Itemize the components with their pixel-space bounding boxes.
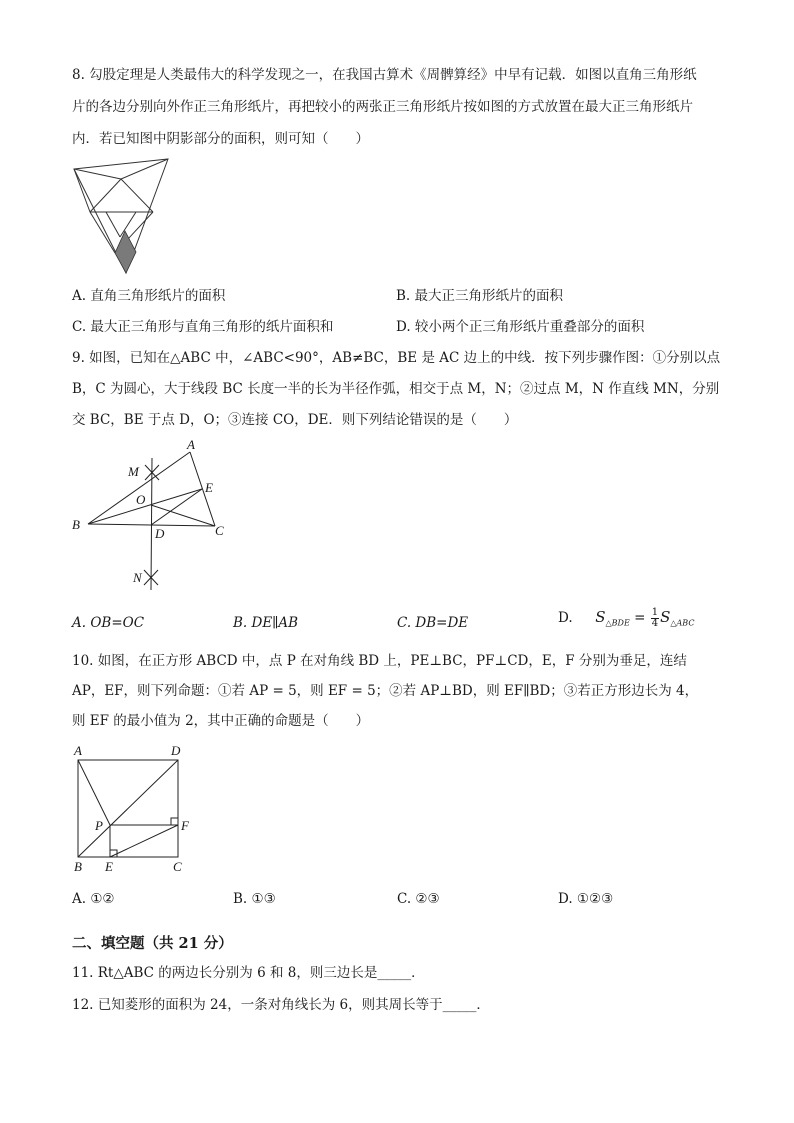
inner-edge [90, 212, 115, 253]
segment-ef [110, 825, 178, 857]
inner-edge [106, 212, 120, 237]
q9-text-line-3: 交 BC，BE 于点 D，O；③连接 CO，DE．则下列结论错误的是（ ） [72, 412, 518, 428]
q9-text-line-1: 9. 如图，已知在△ABC 中，∠ABC<90°，AB≠BC，BE 是 AC 边上的中线．按下列步骤作图：①分别以点 [72, 350, 721, 366]
point-label-p: P [95, 818, 103, 833]
area-subscript: △ABC [670, 618, 695, 628]
q8-option-c[interactable]: C. 最大正三角形与直角三角形的纸片面积和 [72, 319, 334, 335]
q10-text-line-2: AP，EF，则下列命题：①若 AP = 5，则 EF = 5；②若 AP⊥BD，则 EF∥BD；③若正方形边长为 4， [72, 683, 699, 699]
point-label-o: O [136, 492, 146, 507]
q9-option-b[interactable]: B. DE∥AB [233, 615, 299, 631]
point-label-e: E [105, 859, 113, 874]
right-triangle-edge [90, 179, 121, 212]
point-label-d: D [171, 743, 181, 758]
q8-text-line-3: 内．若已知图中阴影部分的面积，则可知（ ） [72, 131, 369, 147]
right-angle-mark-e [110, 850, 117, 857]
q9-figure [70, 437, 235, 590]
point-label-c: C [215, 523, 224, 538]
point-label-m: M [128, 464, 139, 479]
equals-sign: = [634, 610, 646, 626]
point-label-b: B [74, 859, 82, 874]
q9-option-d[interactable] [558, 608, 694, 633]
section-heading: 二、填空题（共 21 分） [72, 935, 233, 952]
q8-text-line-2: 片的各边分别向外作正三角形纸片，再把较小的两张正三角形纸片按如图的方式放置在最大正三角形纸片 [72, 99, 693, 115]
q10-option-c[interactable]: C. ②③ [397, 891, 440, 907]
shaded-region [115, 231, 136, 273]
right-angle-mark-f [171, 818, 178, 825]
q9-option-c[interactable]: C. DB=DE [397, 615, 469, 631]
point-label-a: A [187, 437, 195, 452]
area-symbol: S [595, 608, 606, 626]
diagonal-bd [78, 760, 178, 857]
point-label-b: B [72, 517, 80, 532]
q10-option-a[interactable]: A. ①② [72, 891, 115, 907]
area-symbol: S [660, 608, 671, 626]
q8-option-b[interactable]: B. 最大正三角形纸片的面积 [396, 288, 564, 304]
point-label-f: F [181, 818, 189, 833]
q10-figure [70, 742, 200, 877]
q10-option-d[interactable]: D. ①②③ [558, 891, 614, 907]
fraction-numerator: 1 [651, 607, 659, 618]
q9-option-a[interactable]: A. OB=OC [72, 615, 145, 631]
fraction-one-quarter [651, 608, 659, 629]
q10-text-line-3: 则 EF 的最小值为 2，其中正确的命题是（ ） [72, 713, 370, 729]
q11-text: 11. Rt△ABC 的两边长分别为 6 和 8，则三边长是_____． [72, 965, 425, 981]
small-triangle-edge [74, 169, 90, 212]
area-subscript: △BDE [605, 618, 630, 628]
q10-option-b[interactable]: B. ①③ [233, 891, 276, 907]
point-label-e: E [205, 480, 213, 495]
q8-text-line-1: 8. 勾股定理是人类最伟大的科学发现之一，在我国古算术《周髀算经》中早有记载．如图以直角三角形纸 [72, 67, 697, 83]
fraction-denominator: 4 [651, 618, 659, 629]
q9-text-line-2: B，C 为圆心，大于线段 BC 长度一半的长为半径作弧，相交于点 M，N；②过点 M，N 作直线 MN，分别 [72, 381, 720, 397]
point-label-c: C [173, 859, 182, 874]
point-label-a: A [74, 743, 82, 758]
q10-text-line-1: 10. 如图，在正方形 ABCD 中，点 P 在对角线 BD 上，PE⊥BC，PF⊥CD，E，F 分别为垂足，连结 [72, 653, 687, 669]
q8-figure [70, 155, 180, 280]
small-triangle-edge [74, 169, 121, 179]
point-label-n: N [133, 570, 142, 585]
segment-co [151, 505, 215, 526]
q8-option-a[interactable]: A. 直角三角形纸片的面积 [72, 288, 226, 304]
point-label-d: D [155, 526, 165, 541]
segment-ap [78, 760, 110, 825]
q9-option-d-prefix: D. [558, 610, 573, 626]
right-triangle-edge [121, 179, 153, 212]
q12-text: 12. 已知菱形的面积为 24，一条对角线长为 6，则其周长等于_____． [72, 997, 490, 1013]
q8-option-d[interactable]: D. 较小两个正三角形纸片重叠部分的面积 [396, 319, 645, 335]
